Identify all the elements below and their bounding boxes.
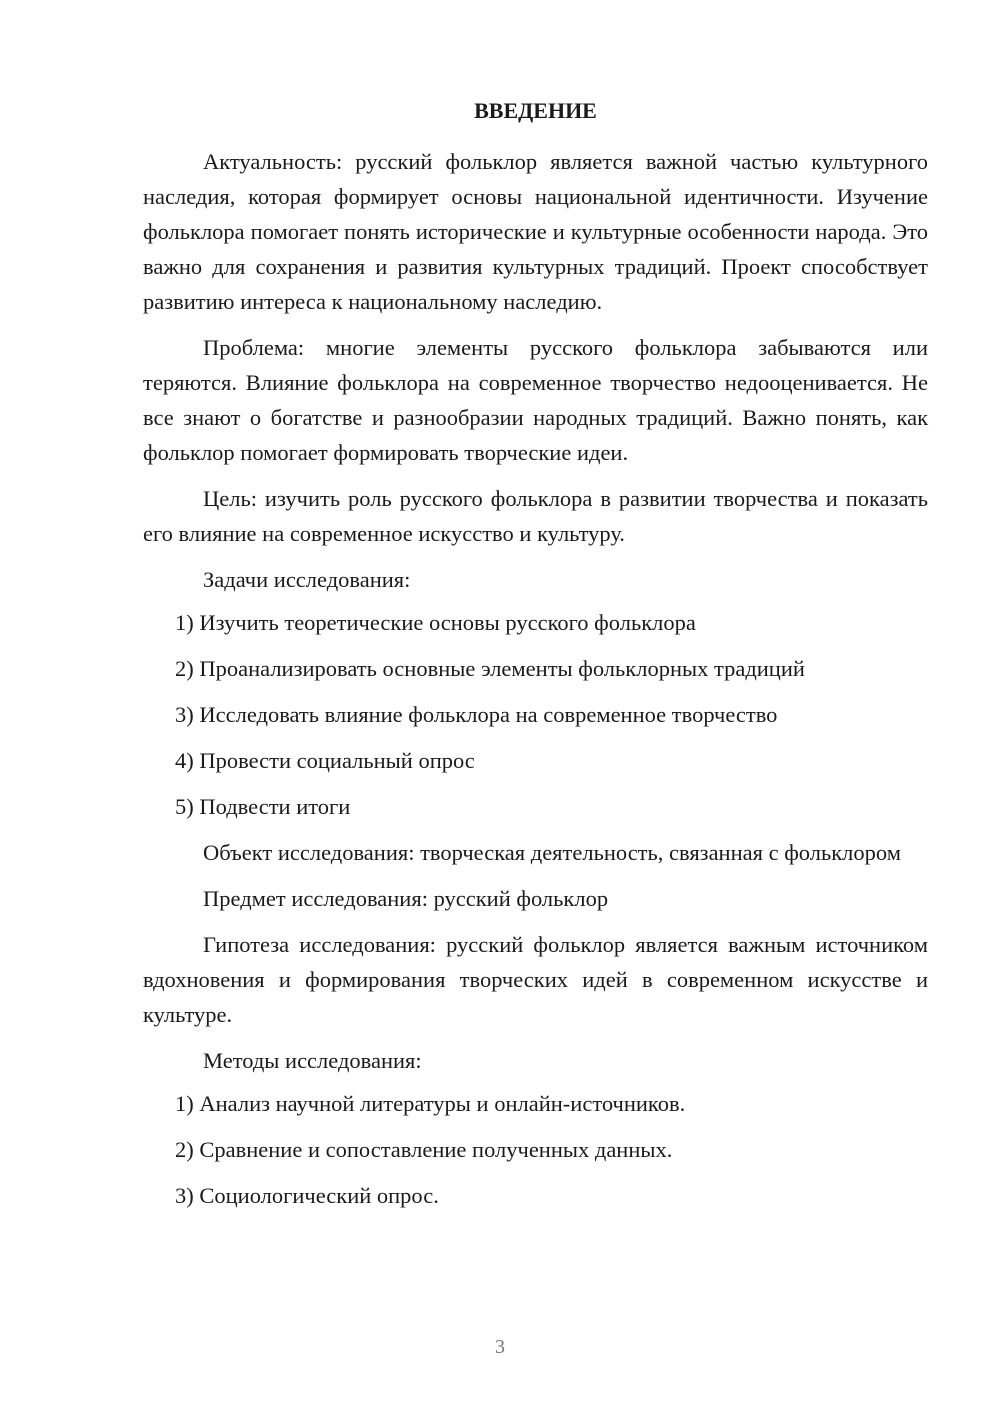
relevance-paragraph: Актуальность: русский фольклор является важной частью культурного наследия, которая формирует основы национальной идентичности. Изучение фольклора помогает понять исторические и культурные особенности народа. Это важно для сохранения и развития культурных традиций. Проект способствует развитию интереса к национальному наследию. (143, 149, 928, 314)
task-item: 5) Подвести итоги (175, 794, 351, 819)
tasks-title: Задачи исследования: (203, 567, 411, 592)
hypothesis-paragraph: Гипотеза исследования: русский фольклор является важным источником вдохновения и формирования творческих идей в современном искусстве и культуре. (143, 932, 928, 1027)
subject-paragraph: Предмет исследования: русский фольклор (203, 886, 609, 911)
task-item: 1) Изучить теоретические основы русского фольклора (175, 610, 696, 635)
problem-paragraph: Проблема: многие элементы русского фольклора забываются или теряются. Влияние фольклора на современное творчество недооценивается. Не все знают о богатстве и разнообразии народных традиций. Важно понять, как фольклор помогает формировать творческие идеи. (143, 335, 928, 465)
methods-title: Методы исследования: (203, 1048, 422, 1073)
page-number: 3 (495, 1336, 505, 1358)
method-item: 3) Социологический опрос. (175, 1183, 439, 1208)
task-item: 2) Проанализировать основные элементы фольклорных традиций (175, 656, 805, 681)
goal-paragraph: Цель: изучить роль русского фольклора в развитии творчества и показать его влияние на современное искусство и культуру. (143, 486, 928, 546)
method-item: 1) Анализ научной литературы и онлайн-источников. (175, 1091, 686, 1116)
page-title: ВВЕДЕНИЕ (474, 98, 597, 123)
task-item: 3) Исследовать влияние фольклора на современное творчество (175, 702, 778, 727)
object-paragraph: Объект исследования: творческая деятельность, связанная с фольклором (203, 840, 901, 865)
document-page (143, 96, 928, 1213)
task-item: 4) Провести социальный опрос (175, 748, 475, 773)
method-item: 2) Сравнение и сопоставление полученных данных. (175, 1137, 673, 1162)
